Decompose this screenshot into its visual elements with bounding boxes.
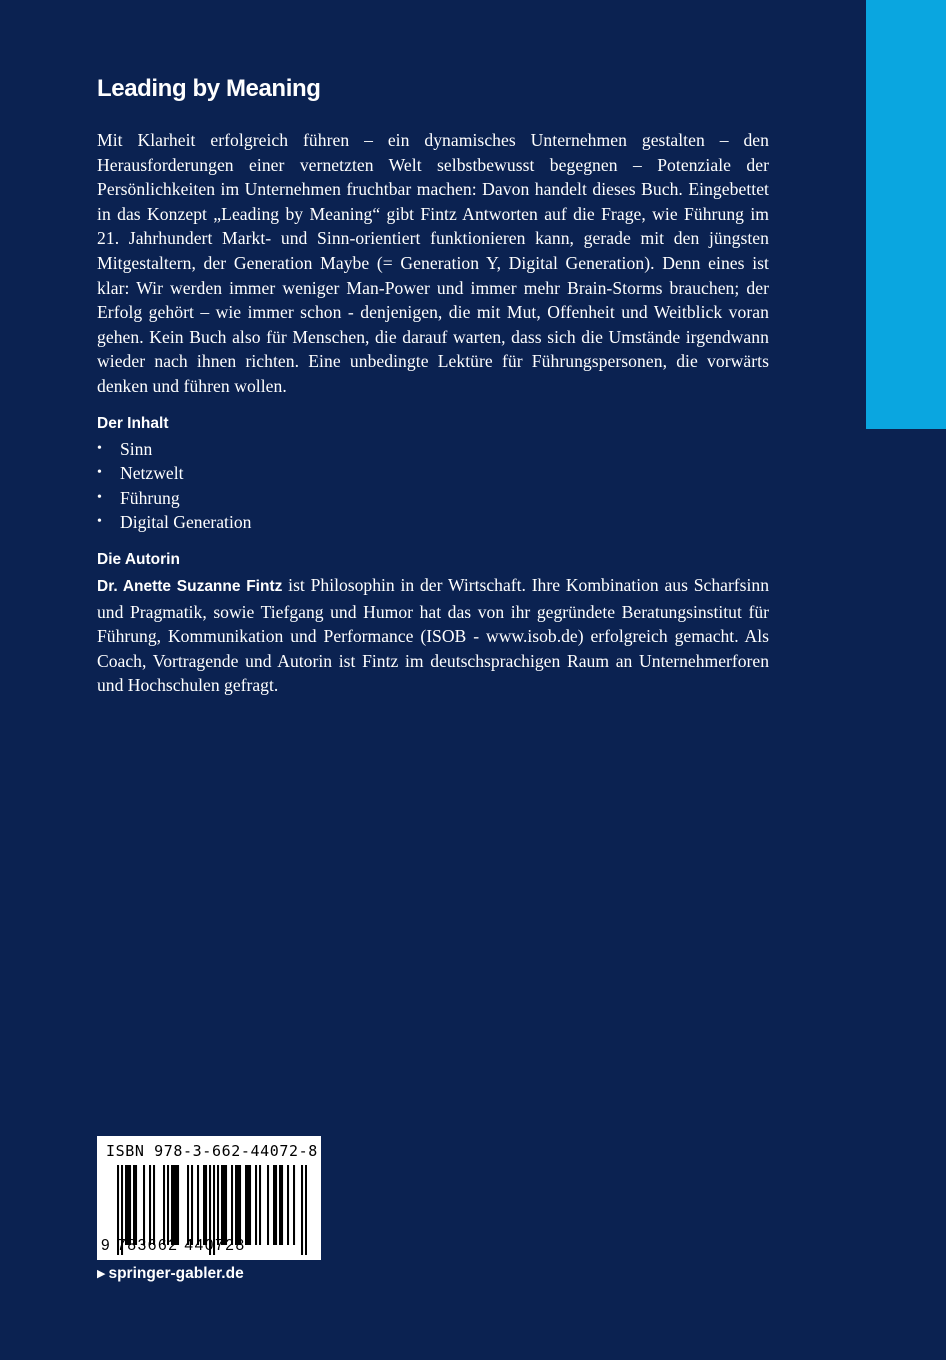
barcode-bar <box>205 1165 207 1245</box>
publisher-link-text: springer-gabler.de <box>108 1265 244 1282</box>
contents-item: • Digital Generation <box>97 510 769 535</box>
contents-item: • Sinn <box>97 437 769 462</box>
barcode-bar <box>153 1165 155 1245</box>
contents-item: • Führung <box>97 486 769 511</box>
triangle-right-icon: ▶ <box>97 1268 106 1280</box>
barcode-bar <box>167 1165 169 1245</box>
barcode-bar <box>249 1165 251 1245</box>
barcode-bar <box>223 1165 225 1245</box>
contents-heading: Der Inhalt <box>97 414 169 432</box>
barcode-bar <box>237 1165 239 1245</box>
barcode-bar <box>225 1165 227 1245</box>
barcode-bar <box>279 1165 281 1245</box>
barcode-bar <box>231 1165 233 1245</box>
barcode-bar <box>255 1165 257 1245</box>
book-title: Leading by Meaning <box>97 75 321 102</box>
barcode-bar <box>275 1165 277 1245</box>
barcode-bar <box>281 1165 283 1245</box>
barcode-bar <box>191 1165 193 1245</box>
barcode-bar <box>173 1165 175 1245</box>
author-heading: Die Autorin <box>97 550 180 568</box>
author-name: Dr. Anette Suzanne Fintz <box>97 577 283 595</box>
barcode-bar <box>175 1165 177 1245</box>
barcode-bar <box>239 1165 241 1245</box>
contents-list <box>97 437 769 535</box>
bullet-icon: • <box>97 514 102 530</box>
barcode-bar <box>177 1165 179 1245</box>
barcode-bar <box>287 1165 289 1245</box>
barcode-bar <box>273 1165 275 1245</box>
barcode-bar <box>135 1165 137 1245</box>
barcode-bar <box>221 1165 223 1245</box>
isbn-barcode <box>97 1136 321 1260</box>
barcode-bar <box>163 1165 165 1245</box>
barcode-bar <box>129 1165 131 1245</box>
barcode-bar <box>125 1165 127 1245</box>
book-blurb: Mit Klarheit erfolgreich führen – ein dynamisches Unternehmen gestalten – den Herausforderungen einer vernetzten Welt selbstbewusst begegnen – Potenziale der Persönlichkeiten im Unternehmen fruchtbar machen: Davon handelt dieses Buch. Eingebettet in das Konzept „Leading by Meaning“ gibt Fintz Antworten auf die Frage, wie Führung im 21. Jahrhundert Markt- und Sinn-orientiert funktionieren kann, gerade mit den jüngsten Mitgestaltern, der Generation Maybe (= Generation Y, Digital Generation). Denn eines ist klar: Wir werden immer weniger Man-Power und immer mehr Brain-Storms brauchen; der Erfolg gehört – wie immer schon - denjenigen, die mit Mut, Offenheit und Weitblick voran gehen. Kein Buch also für Menschen, die darauf warten, dass sich die Umstände irgendwann wieder nach ihnen richten. Eine unbedingte Lektüre für Führungspersonen, die vorwärts denken und führen wollen. <box>97 130 769 396</box>
barcode-bar <box>127 1165 129 1245</box>
ean-digits: 9 783662 440728 <box>101 1237 246 1254</box>
barcode-bar <box>133 1165 135 1245</box>
accent-bar <box>866 0 946 429</box>
bullet-icon: • <box>97 465 102 481</box>
barcode-bar <box>235 1165 237 1245</box>
barcode-bar <box>301 1165 303 1255</box>
author-bio <box>97 573 769 698</box>
bullet-icon: • <box>97 489 102 505</box>
back-cover-content <box>97 72 769 698</box>
barcode-bar <box>247 1165 249 1245</box>
barcode-bar <box>187 1165 189 1245</box>
barcode-bar <box>305 1165 307 1255</box>
barcode-bar <box>171 1165 173 1245</box>
barcode-bar <box>143 1165 145 1245</box>
barcode-bar <box>203 1165 205 1245</box>
barcode-bar <box>267 1165 269 1245</box>
barcode-bar <box>245 1165 247 1245</box>
barcode-bar <box>149 1165 151 1245</box>
bullet-icon: • <box>97 440 102 456</box>
barcode-bar <box>293 1165 295 1245</box>
barcode-bar <box>197 1165 199 1245</box>
isbn-number: ISBN 978-3-662-44072-8 <box>106 1142 318 1160</box>
publisher-link[interactable] <box>97 1264 244 1284</box>
author-bio-text: ist Philosophin in der Wirtschaft. Ihre Kombination aus Scharfsinn und Pragmatik, sowie Tiefgang und Humor hat das von ihr gegründete Beratungsinstitut für Führung, Kommunikation und Performance (ISOB - www.isob.de) erfolgreich gemacht. Als Coach, Vortragende und Autorin ist Fintz im deutschsprachigen Raum an Unternehmerforen und Hochschulen gefragt. <box>97 574 769 696</box>
barcode-bar <box>217 1165 219 1245</box>
barcode-bar <box>259 1165 261 1245</box>
contents-item: • Netzwelt <box>97 461 769 486</box>
